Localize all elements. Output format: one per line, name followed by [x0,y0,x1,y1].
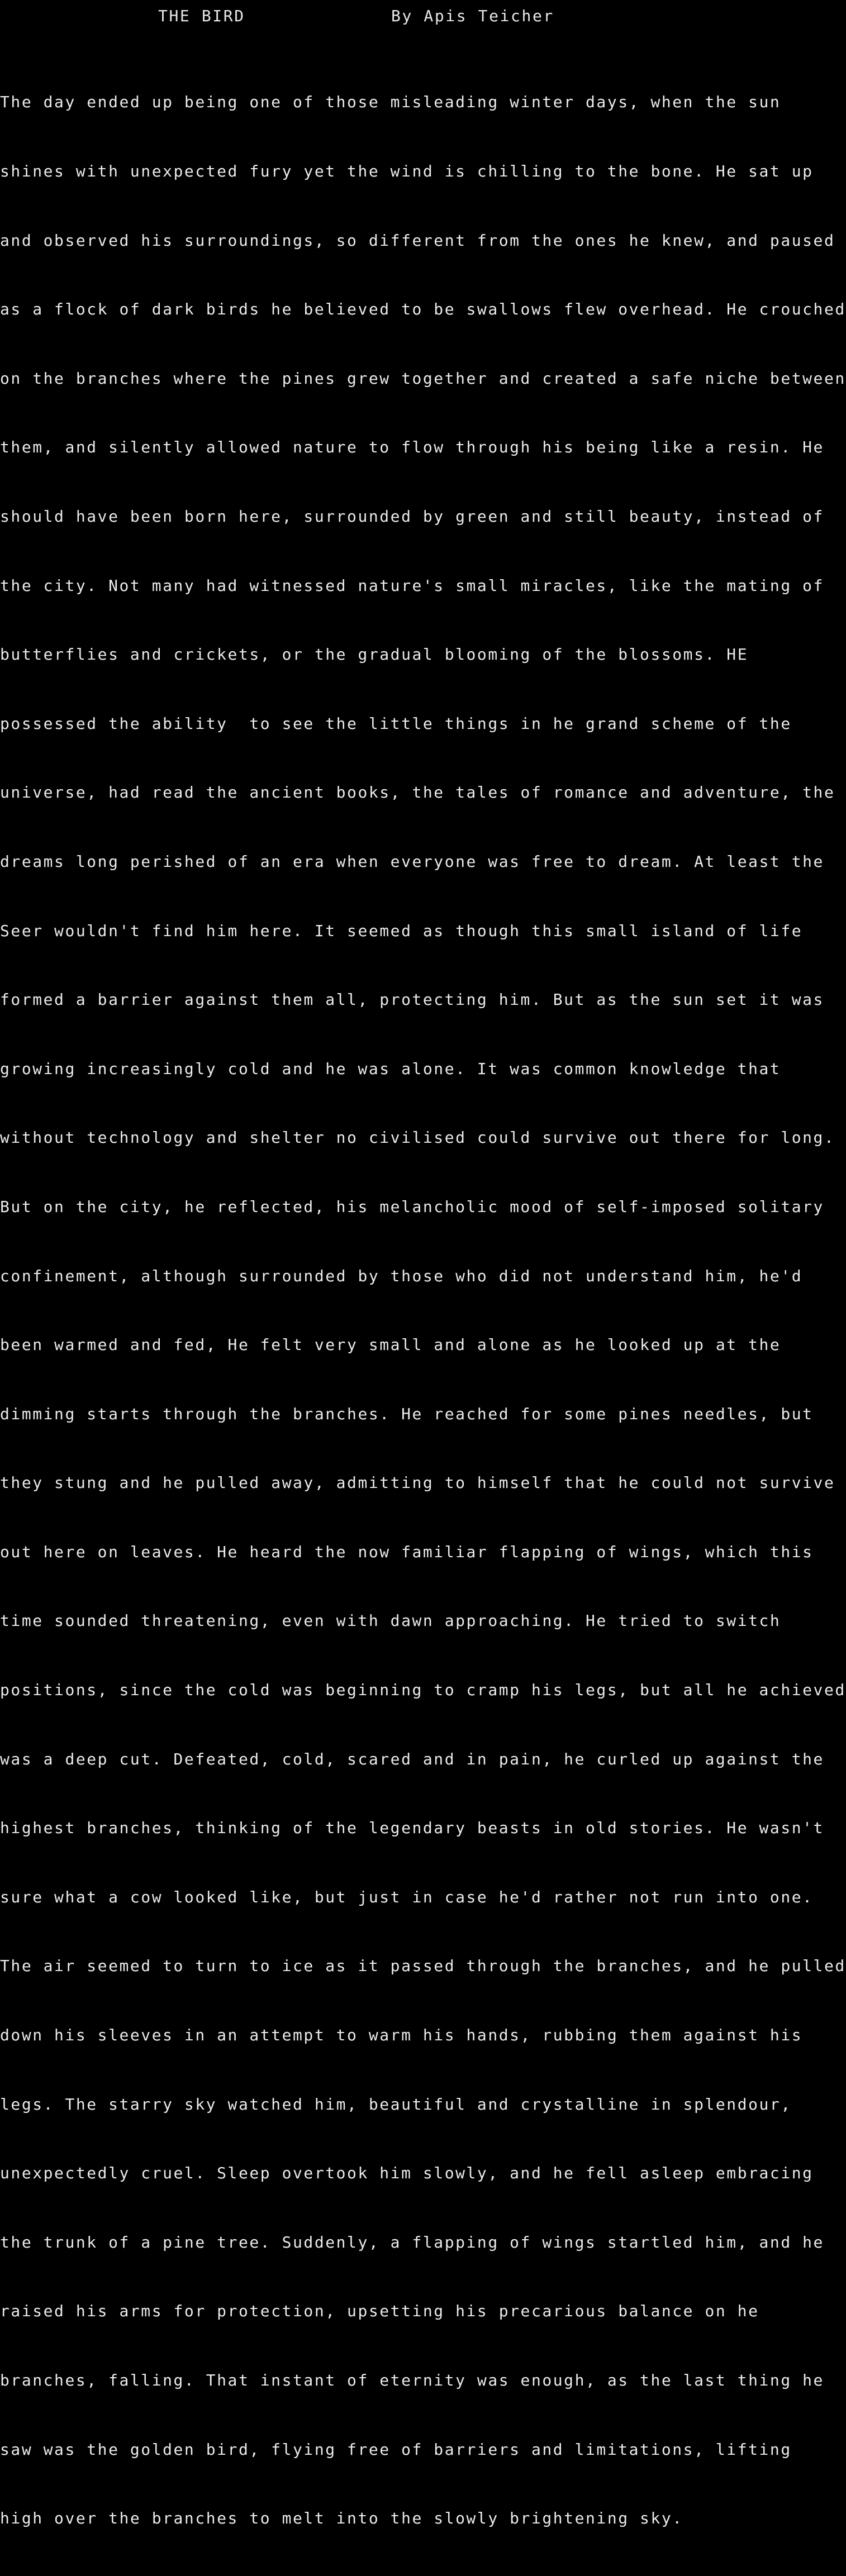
story-line: unexpectedly cruel. Sleep overtook him slowly, and he fell asleep embracing [0,2164,814,2183]
story-body [0,45,846,2576]
story-line: growing increasingly cold and he was alone. It was common knowledge that [0,1059,781,1078]
story-line: butterflies and crickets, or the gradual blooming of the blossoms. HE [0,645,749,664]
story-line: been warmed and fed, He felt very small and alone as he looked up at the [0,1335,781,1354]
story-line: the city. Not many had witnessed nature's small miracles, like the mating of [0,576,824,595]
story-line: time sounded threatening, even with dawn approaching. He tried to switch [0,1611,781,1630]
story-line: shines with unexpected fury yet the wind is chilling to the bone. He sat up [0,162,814,180]
story-line: universe, had read the ancient books, the tales of romance and adventure, the [0,783,835,802]
story-line: formed a barrier against them all, protecting him. But as the sun set it was [0,990,824,1009]
document-header [0,0,805,32]
story-line: out here on leaves. He heard the now familiar flapping of wings, which this [0,1542,814,1561]
story-line: the trunk of a pine tree. Suddenly, a flapping of wings startled him, and he [0,2232,824,2251]
story-line: The air seemed to turn to ice as it passed through the branches, and he pulled [0,1957,846,1976]
story-line: without technology and shelter no civilised could survive out there for long. [0,1128,835,1147]
story-line: and observed his surroundings, so different from the ones he knew, and paused [0,231,835,250]
story-line: Seer wouldn't find him here. It seemed as though this small island of life [0,921,803,940]
story-line: was a deep cut. Defeated, cold, scared and in pain, he curled up against the [0,1749,824,1768]
story-line: raised his arms for protection, upsetting his precarious balance on he [0,2302,759,2321]
story-line: they stung and he pulled away, admitting to himself that he could not survive [0,1473,835,1492]
story-line: But on the city, he reflected, his melancholic mood of self-imposed solitary [0,1197,824,1216]
story-line: The day ended up being one of those misleading winter days, when the sun [0,93,781,112]
story-line: legs. The starry sky watched him, beautiful and crystalline in splendour, [0,2095,792,2114]
story-line: high over the branches to melt into the slowly brightening sky. [0,2509,683,2528]
story-line: sure what a cow looked like, but just in case he'd rather not run into one. [0,1887,814,1906]
story-line: positions, since the cold was beginning to cramp his legs, but all he achieved [0,1681,846,1700]
story-line: possessed the ability to see the little things in he grand scheme of the [0,714,792,733]
author-byline: By Apis Teicher [391,7,554,25]
story-line: down his sleeves in an attempt to warm his hands, rubbing them against his [0,2026,803,2045]
story-line: highest branches, thinking of the legendary beasts in old stories. He wasn't [0,1819,824,1838]
story-line: as a flock of dark birds he believed to be swallows flew overhead. He crouched [0,300,846,319]
story-line: on the branches where the pines grew together and created a safe niche between [0,369,846,388]
page-title: THE BIRD [158,7,245,25]
story-line: branches, falling. That instant of eternity was enough, as the last thing he [0,2371,824,2389]
story-line: confinement, although surrounded by those who did not understand him, he'd [0,1266,803,1285]
story-line: dimming starts through the branches. He reached for some pines needles, but [0,1404,814,1423]
story-line: should have been born here, surrounded by green and still beauty, instead of [0,507,824,526]
story-line: dreams long perished of an era when everyone was free to dream. At least the [0,852,824,871]
story-line: saw was the golden bird, flying free of barriers and limitations, lifting [0,2440,792,2459]
story-line: them, and silently allowed nature to flow through his being like a resin. He [0,438,824,457]
